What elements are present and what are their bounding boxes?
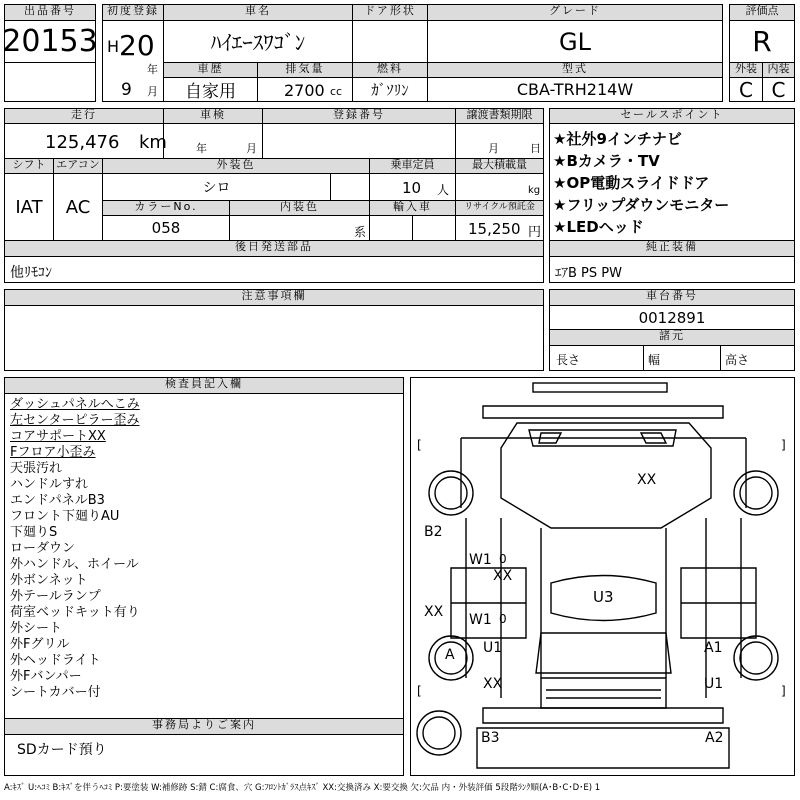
inspector-note: ダッシュパネルへこみ	[10, 397, 140, 412]
chassis-value: 0012891	[549, 305, 795, 330]
shift-label: シフト	[4, 158, 54, 174]
fuel-label: 燃料	[352, 62, 428, 78]
inspector-note: シートカバー付	[10, 685, 101, 700]
sales-points-box	[549, 123, 795, 241]
color-extra	[330, 173, 370, 201]
mark-b2: B2	[424, 524, 443, 540]
later-parts-value: 他ﾘﾓｺﾝ	[10, 265, 52, 281]
mark-zero-bottom: 0	[499, 612, 507, 626]
later-parts-box	[4, 256, 544, 283]
inspector-note: 外ヘッドライト	[10, 653, 101, 668]
sales-point: ★Bカメラ・TV	[553, 152, 660, 170]
inspection-year-unit: 年	[196, 142, 207, 155]
office-value: SDカード預り	[17, 742, 107, 758]
transfer-month-unit: 月	[488, 142, 499, 155]
color-no-label: カラーNo.	[102, 200, 230, 216]
transfer-box	[455, 123, 544, 159]
era: H	[107, 37, 120, 56]
later-parts-label: 後日発送部品	[4, 240, 544, 257]
dimensions-label: 諸元	[549, 329, 795, 346]
shift-value: IAT	[4, 173, 54, 241]
cautions-label: 注意事項欄	[4, 289, 544, 306]
legend: A:ｷｽﾞ U:ﾍｺﾐ B:ｷｽﾞを伴うﾍｺﾐ P:要塗装 W:補修跡 S:錆 C:腐食、穴 G:ﾌﾛﾝﾄｶﾞﾗｽ点ｷｽﾞ XX:交換済み X:要交換 欠:欠品 内・外装評価 5段階ﾗﾝｸ順(A･B･C･D･E) 1	[4, 783, 601, 793]
import-label: 輸入車	[369, 200, 456, 216]
model-label: 型式	[427, 62, 723, 78]
history-label: 車歴	[163, 62, 258, 78]
mark-a-tire: A	[445, 647, 455, 663]
inspector-label: 検査員記入欄	[4, 377, 404, 394]
import-b	[412, 215, 456, 241]
history-value: 自家用	[163, 77, 258, 102]
max-load-label: 最大積載量	[455, 158, 544, 174]
displacement-unit: cc	[330, 85, 343, 98]
car-diagram	[410, 377, 795, 776]
recycle-value: 15,250	[468, 220, 521, 238]
max-load-box	[455, 173, 544, 201]
mark-b3: B3	[481, 730, 500, 746]
mileage-label: 走行	[4, 108, 164, 124]
inspector-note: 外Fグリル	[10, 637, 70, 652]
max-load-unit: kg	[528, 185, 541, 196]
car-name-label: 車名	[163, 4, 353, 21]
int-color-unit: 系	[354, 225, 367, 239]
registration-label: 登録番号	[262, 108, 456, 124]
mark-w1-top: W1	[469, 552, 492, 568]
inspector-note: 荷室ベッドキット有り	[10, 605, 140, 620]
sales-points-label: セールスポイント	[549, 108, 795, 124]
displacement-box	[257, 77, 353, 102]
sales-point: ★OP電動スライドドア	[553, 174, 710, 192]
year-unit: 年	[147, 63, 158, 76]
lot-blank	[4, 62, 96, 102]
displacement-label: 排気量	[257, 62, 353, 78]
mark-xx-roof: XX	[637, 472, 657, 488]
mark-u3: U3	[593, 588, 614, 606]
office-box	[4, 734, 404, 776]
inspector-note: 外テールランプ	[10, 589, 101, 604]
bracket-left-top: [	[417, 438, 422, 452]
length-label: 長さ	[556, 353, 581, 367]
car-name: ﾊｲｴｰｽﾜｺﾞﾝ	[163, 20, 353, 63]
width-label: 幅	[648, 353, 661, 367]
car-outline	[411, 378, 796, 777]
equipment-label: 純正装備	[549, 240, 795, 257]
height-label: 高さ	[725, 353, 750, 367]
sales-point: ★LEDヘッド	[553, 218, 644, 236]
inspection-label: 車検	[163, 108, 263, 124]
inspector-note: 外シート	[10, 621, 63, 636]
capacity-unit: 人	[437, 183, 450, 197]
aircon-label: エアコン	[53, 158, 103, 174]
mark-xx-mid: XX	[493, 568, 513, 584]
int-color-box	[229, 215, 370, 241]
mark-a1: A1	[704, 640, 723, 656]
lot-number: 20153	[4, 20, 96, 63]
mileage-box	[4, 123, 167, 159]
reg-year: 20	[119, 29, 155, 62]
inspection-month-unit: 月	[246, 142, 257, 155]
recycle-box	[455, 215, 544, 241]
bracket-left-bottom: [	[417, 684, 422, 698]
transfer-label: 譲渡書類期限	[455, 108, 544, 124]
inspector-note: 外ボンネット	[10, 573, 88, 588]
office-label: 事務局よりご案内	[4, 718, 404, 735]
bracket-right-bottom: ]	[781, 684, 786, 698]
inspector-note: Fフロア小歪み	[10, 445, 96, 460]
score-label: 評価点	[729, 4, 795, 21]
door-value	[352, 20, 428, 63]
inspection-box	[163, 123, 263, 159]
mark-xx-bottom: XX	[483, 676, 503, 692]
mark-zero-top: 0	[499, 552, 507, 566]
inspector-note: 天張汚れ	[10, 461, 63, 476]
inspector-note: ローダウン	[10, 541, 76, 556]
import-a	[369, 215, 413, 241]
inspector-note: 下廻りS	[10, 525, 58, 540]
mark-u1-left: U1	[483, 640, 503, 656]
registration-value	[262, 123, 456, 159]
door-label: ドア形状	[352, 4, 428, 21]
aircon-value: AC	[53, 173, 103, 241]
inspector-note: コアサポートXX	[10, 429, 106, 444]
chassis-label: 車台番号	[549, 289, 795, 306]
inspector-note: 外ハンドル、ホイール	[10, 557, 139, 572]
interior-label: 内装	[762, 62, 795, 78]
transfer-day-unit: 日	[530, 142, 541, 155]
capacity-label: 乗車定員	[369, 158, 456, 174]
mark-w1-bottom: W1	[469, 612, 492, 628]
displacement-value: 2700	[284, 81, 325, 100]
month-unit: 月	[147, 85, 158, 98]
inspector-note: ハンドルすれ	[10, 477, 89, 492]
exterior-label: 外装	[729, 62, 763, 78]
equipment-value: ｴｱB PS PW	[555, 266, 622, 281]
inspector-note: エンドパネルB3	[10, 493, 105, 508]
length-box	[549, 345, 644, 371]
fuel-value: ｶﾞｿﾘﾝ	[352, 77, 428, 102]
grade-value: GL	[427, 20, 723, 63]
mileage-unit: km	[139, 132, 167, 153]
first-reg-box	[102, 20, 164, 102]
sales-point: ★フリップダウンモニター	[553, 196, 730, 214]
capacity-box	[369, 173, 456, 201]
grade-label: グレード	[427, 4, 723, 21]
bracket-right-top: ]	[781, 438, 786, 452]
model-value: CBA-TRH214W	[427, 77, 723, 102]
capacity-value: 10	[402, 179, 422, 197]
recycle-unit: 円	[528, 225, 542, 240]
mark-xx-left: XX	[424, 604, 444, 620]
color-label: 外装色	[102, 158, 370, 174]
inspector-note: フロント下廻りAU	[10, 509, 120, 524]
inspector-list	[10, 397, 140, 701]
inspector-note: 外Fバンパー	[10, 669, 82, 684]
inspector-note: 左センターピラー歪み	[10, 413, 140, 428]
mark-a2: A2	[705, 730, 724, 746]
sales-point: ★社外9インチナビ	[553, 130, 682, 148]
first-reg-label: 初度登録	[102, 4, 164, 21]
height-box	[720, 345, 795, 371]
color-value: シロ	[102, 173, 331, 201]
color-no-value: 058	[102, 215, 230, 241]
inspector-box	[4, 393, 404, 719]
mileage-value: 125,476	[45, 132, 120, 153]
lot-label: 出品番号	[4, 4, 96, 21]
interior-grade: C	[762, 77, 795, 102]
width-box	[643, 345, 721, 371]
recycle-label: リサイクル預託金	[455, 200, 544, 216]
equipment-box	[549, 256, 795, 283]
exterior-grade: C	[729, 77, 763, 102]
mark-u1-right: U1	[704, 676, 724, 692]
reg-month: 9	[121, 80, 132, 100]
int-color-label: 内装色	[229, 200, 370, 216]
cautions-box	[4, 305, 544, 371]
score-value: R	[729, 20, 795, 63]
